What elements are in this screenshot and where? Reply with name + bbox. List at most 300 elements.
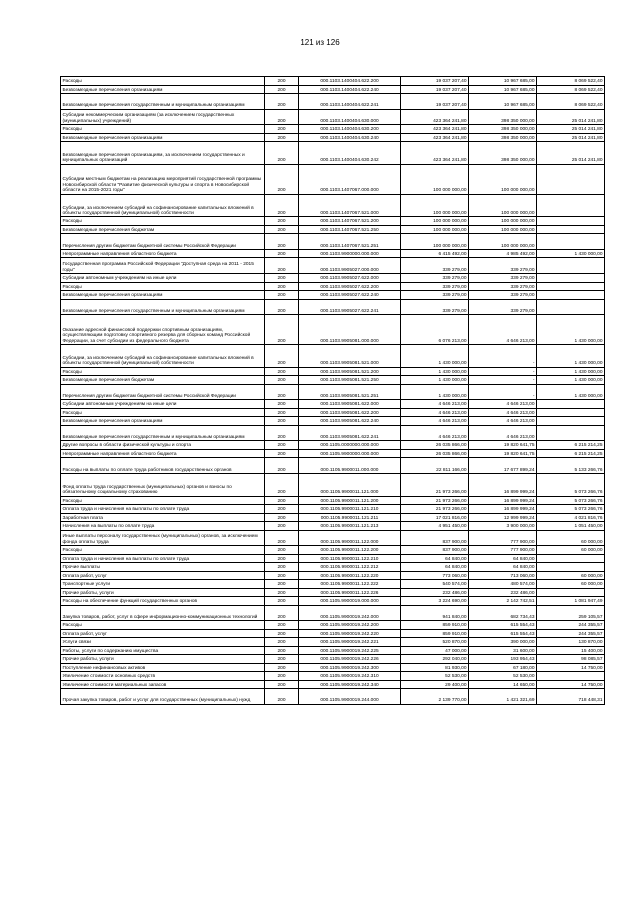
- row-assigned-cell: 21 973 266,00: [401, 505, 469, 514]
- row-code-cell: 200: [265, 449, 299, 458]
- row-code-cell: 200: [265, 217, 299, 226]
- row-code-cell: 200: [265, 94, 299, 110]
- row-executed-cell: 4 646 213,00: [469, 425, 537, 441]
- row-code-cell: 200: [265, 225, 299, 234]
- row-kbk-cell: 000.1103.1400404.630.240: [299, 133, 401, 142]
- row-remaining-cell: 14 750,00: [537, 680, 605, 689]
- row-name-cell: Оплата труда и начисления на выплаты по оплате труда: [61, 505, 265, 514]
- row-assigned-cell: 17 021 816,00: [401, 513, 469, 522]
- row-assigned-cell: 29 400,00: [401, 680, 469, 689]
- table-row: [61, 449, 605, 458]
- row-executed-cell: 232 486,00: [469, 588, 537, 597]
- table-row: [61, 299, 605, 315]
- row-name-cell: Оплата труда и начисления на выплаты по оплате труда: [61, 554, 265, 563]
- table-row: [61, 376, 605, 385]
- row-remaining-cell: 8 069 522,40: [537, 85, 605, 94]
- row-remaining-cell: 1 081 947,49: [537, 597, 605, 606]
- row-assigned-cell: 540 574,00: [401, 580, 469, 589]
- row-code-cell: 200: [265, 530, 299, 546]
- row-assigned-cell: 64 840,00: [401, 563, 469, 572]
- row-remaining-cell: [537, 408, 605, 417]
- table-row: [61, 142, 605, 165]
- row-executed-cell: 10 967 685,00: [469, 77, 537, 86]
- row-assigned-cell: 100 000 000,00: [401, 234, 469, 250]
- row-kbk-cell: 000.1105.9900011.121.213: [299, 522, 401, 531]
- row-name-cell: Расходы: [61, 408, 265, 417]
- row-remaining-cell: 25 014 241,80: [537, 133, 605, 142]
- row-remaining-cell: 60 000,00: [537, 571, 605, 580]
- table-row: [61, 680, 605, 689]
- row-remaining-cell: 244 355,57: [537, 629, 605, 638]
- row-assigned-cell: 52 530,00: [401, 672, 469, 681]
- row-executed-cell: 16 899 999,24: [469, 473, 537, 496]
- row-kbk-cell: 000.1105.9900019.242.225: [299, 646, 401, 655]
- row-remaining-cell: [537, 274, 605, 283]
- row-assigned-cell: 1 430 000,00: [401, 344, 469, 367]
- row-kbk-cell: 000.1105.9900011.121.210: [299, 505, 401, 514]
- row-assigned-cell: 100 000 000,00: [401, 217, 469, 226]
- row-kbk-cell: 000.1103.1400404.622.240: [299, 85, 401, 94]
- row-name-cell: Непрограммные направления областного бюджета: [61, 449, 265, 458]
- table-row: [61, 225, 605, 234]
- row-kbk-cell: 000.1103.1400404.630.200: [299, 125, 401, 134]
- row-remaining-cell: [537, 425, 605, 441]
- row-code-cell: 200: [265, 234, 299, 250]
- row-kbk-cell: 000.1103.9905081.622.200: [299, 408, 401, 417]
- row-remaining-cell: [537, 164, 605, 194]
- row-code-cell: 200: [265, 274, 299, 283]
- table-row: [61, 580, 605, 589]
- row-remaining-cell: [537, 672, 605, 681]
- row-kbk-cell: 000.1103.1407067.000.000: [299, 164, 401, 194]
- row-name-cell: Прочие работы, услуги: [61, 655, 265, 664]
- row-remaining-cell: 8 069 522,40: [537, 77, 605, 86]
- row-name-cell: Увеличение стоимости материальных запасов: [61, 680, 265, 689]
- row-remaining-cell: 8 069 522,40: [537, 94, 605, 110]
- row-kbk-cell: 000.1103.9905027.622.241: [299, 299, 401, 315]
- row-remaining-cell: [537, 217, 605, 226]
- row-executed-cell: 339 279,00: [469, 299, 537, 315]
- row-remaining-cell: [537, 194, 605, 217]
- row-name-cell: Безвозмездные перечисления государственным и муниципальным организациям: [61, 299, 265, 315]
- row-code-cell: 200: [265, 441, 299, 450]
- table-row: [61, 441, 605, 450]
- table-row: [61, 554, 605, 563]
- row-executed-cell: -: [469, 384, 537, 400]
- row-kbk-cell: 000.1105.9900019.242.200: [299, 621, 401, 630]
- table-row: [61, 546, 605, 555]
- table-row: [61, 605, 605, 621]
- row-assigned-cell: 3 224 690,00: [401, 597, 469, 606]
- row-assigned-cell: 423 364 241,80: [401, 133, 469, 142]
- row-name-cell: Безвозмездные перечисления организациям, за исключением государственных и муниципальных организаций: [61, 142, 265, 165]
- row-name-cell: Безвозмездные перечисления организациям: [61, 85, 265, 94]
- row-remaining-cell: 60 000,00: [537, 546, 605, 555]
- table-row: [61, 629, 605, 638]
- row-name-cell: Начисления на выплаты по оплате труда: [61, 522, 265, 531]
- row-remaining-cell: [537, 299, 605, 315]
- row-assigned-cell: 773 060,00: [401, 571, 469, 580]
- row-name-cell: Расходы: [61, 217, 265, 226]
- row-executed-cell: 14 650,00: [469, 680, 537, 689]
- row-kbk-cell: 000.1105.9900019.242.340: [299, 680, 401, 689]
- table-body: [61, 77, 605, 705]
- row-remaining-cell: 1 430 000,00: [537, 249, 605, 258]
- row-kbk-cell: 000.1103.9905081.622.241: [299, 425, 401, 441]
- row-code-cell: 200: [265, 376, 299, 385]
- row-name-cell: Субсидии местным бюджетам на реализацию мероприятий государственной программы Новосибирской области "Развитие физической культуры и спорта в Новосибирской области на 2015-2021 годы": [61, 164, 265, 194]
- row-kbk-cell: 000.1105.9900011.121.211: [299, 513, 401, 522]
- row-assigned-cell: 26 035 866,00: [401, 441, 469, 450]
- row-kbk-cell: 000.1103.1400404.622.200: [299, 77, 401, 86]
- table-row: [61, 367, 605, 376]
- table-row: [61, 408, 605, 417]
- row-remaining-cell: 1 430 000,00: [537, 344, 605, 367]
- row-assigned-cell: 6 415 492,00: [401, 249, 469, 258]
- row-name-cell: Прочие выплаты: [61, 563, 265, 572]
- row-code-cell: 200: [265, 408, 299, 417]
- row-code-cell: 200: [265, 554, 299, 563]
- table-row: [61, 164, 605, 194]
- table-row: [61, 291, 605, 300]
- row-assigned-cell: 520 870,00: [401, 638, 469, 647]
- row-kbk-cell: 000.1105.9900011.122.222: [299, 580, 401, 589]
- row-kbk-cell: 000.1103.9900000.000.000: [299, 249, 401, 258]
- row-code-cell: 200: [265, 315, 299, 345]
- row-executed-cell: 31 600,00: [469, 646, 537, 655]
- row-assigned-cell: 2 139 770,00: [401, 689, 469, 705]
- table-row: [61, 655, 605, 664]
- row-executed-cell: 339 279,00: [469, 291, 537, 300]
- row-remaining-cell: 718 448,31: [537, 689, 605, 705]
- row-remaining-cell: [537, 554, 605, 563]
- row-code-cell: 200: [265, 496, 299, 505]
- row-name-cell: Расходы: [61, 621, 265, 630]
- row-executed-cell: 3 900 000,00: [469, 522, 537, 531]
- table-row: [61, 473, 605, 496]
- row-code-cell: 200: [265, 194, 299, 217]
- row-assigned-cell: 19 037 207,40: [401, 77, 469, 86]
- row-remaining-cell: 4 021 816,76: [537, 513, 605, 522]
- row-assigned-cell: 100 000 000,00: [401, 225, 469, 234]
- row-code-cell: 200: [265, 291, 299, 300]
- row-code-cell: 200: [265, 638, 299, 647]
- row-remaining-cell: [537, 282, 605, 291]
- row-remaining-cell: 5 073 266,76: [537, 505, 605, 514]
- row-executed-cell: 615 554,43: [469, 629, 537, 638]
- table-row: [61, 417, 605, 426]
- row-remaining-cell: 25 014 241,80: [537, 109, 605, 125]
- row-name-cell: Поступление нефинансовых активов: [61, 663, 265, 672]
- row-assigned-cell: 423 364 241,80: [401, 125, 469, 134]
- row-kbk-cell: 000.1105.9900011.000.000: [299, 458, 401, 474]
- row-name-cell: Субсидии некоммерческим организациям (за исключением государственных (муниципальных) учреждений): [61, 109, 265, 125]
- table-row: [61, 563, 605, 572]
- row-kbk-cell: 000.1103.1400404.622.241: [299, 94, 401, 110]
- row-executed-cell: 10 967 685,00: [469, 85, 537, 94]
- row-assigned-cell: 292 040,00: [401, 655, 469, 664]
- row-kbk-cell: 000.1105.9900011.122.212: [299, 563, 401, 572]
- row-name-cell: Оказание адресной финансовой поддержки спортивным организациям, осуществляющим подготовку спортивного резерва для сборных команд Российской Федерации, за счет субсидии из федерального бюджета: [61, 315, 265, 345]
- row-assigned-cell: 339 279,00: [401, 291, 469, 300]
- row-name-cell: Расходы: [61, 125, 265, 134]
- table-row: [61, 282, 605, 291]
- row-name-cell: Другие вопросы в области физической культуры и спорта: [61, 441, 265, 450]
- row-remaining-cell: 60 000,00: [537, 580, 605, 589]
- row-executed-cell: 100 000 000,00: [469, 234, 537, 250]
- table-row: [61, 94, 605, 110]
- table-row: [61, 384, 605, 400]
- row-kbk-cell: 000.1105.9900011.122.226: [299, 588, 401, 597]
- table-row: [61, 258, 605, 274]
- row-remaining-cell: 25 014 241,80: [537, 125, 605, 134]
- row-code-cell: 200: [265, 621, 299, 630]
- row-executed-cell: 16 899 999,24: [469, 496, 537, 505]
- row-kbk-cell: 000.1105.9900019.242.000: [299, 605, 401, 621]
- row-assigned-cell: 339 279,00: [401, 282, 469, 291]
- row-assigned-cell: 22 811 166,00: [401, 458, 469, 474]
- row-name-cell: Прочие работы, услуги: [61, 588, 265, 597]
- row-assigned-cell: 4 646 213,00: [401, 408, 469, 417]
- row-executed-cell: 52 530,00: [469, 672, 537, 681]
- row-kbk-cell: 000.1105.9900000.000.000: [299, 449, 401, 458]
- table-row: [61, 672, 605, 681]
- row-remaining-cell: 14 750,00: [537, 663, 605, 672]
- row-remaining-cell: 5 133 266,76: [537, 458, 605, 474]
- table-row: [61, 663, 605, 672]
- row-code-cell: 200: [265, 417, 299, 426]
- row-assigned-cell: 1 430 000,00: [401, 384, 469, 400]
- row-code-cell: 200: [265, 125, 299, 134]
- row-kbk-cell: 000.1103.9905081.521.250: [299, 376, 401, 385]
- table-row: [61, 217, 605, 226]
- row-executed-cell: 398 350 000,00: [469, 142, 537, 165]
- row-kbk-cell: 000.1103.9905027.000.000: [299, 258, 401, 274]
- row-executed-cell: 100 000 000,00: [469, 225, 537, 234]
- row-code-cell: 200: [265, 109, 299, 125]
- row-remaining-cell: 25 014 241,80: [537, 142, 605, 165]
- row-name-cell: Безвозмездные перечисления государственным и муниципальным организациям: [61, 94, 265, 110]
- row-executed-cell: 12 999 999,24: [469, 513, 537, 522]
- row-executed-cell: 339 279,00: [469, 274, 537, 283]
- row-code-cell: 200: [265, 425, 299, 441]
- row-assigned-cell: 100 000 000,00: [401, 194, 469, 217]
- row-remaining-cell: 1 430 000,00: [537, 384, 605, 400]
- table-row: [61, 638, 605, 647]
- row-kbk-cell: 000.1105.9900019.242.300: [299, 663, 401, 672]
- row-kbk-cell: 000.1103.9905027.622.000: [299, 274, 401, 283]
- row-name-cell: Расходы на выплаты по оплате труда работников государственных органов: [61, 458, 265, 474]
- row-name-cell: Расходы: [61, 496, 265, 505]
- row-kbk-cell: 000.1105.9900019.242.310: [299, 672, 401, 681]
- table-row: [61, 496, 605, 505]
- row-assigned-cell: 19 037 207,40: [401, 94, 469, 110]
- row-assigned-cell: 837 900,00: [401, 546, 469, 555]
- row-assigned-cell: 859 910,00: [401, 621, 469, 630]
- row-remaining-cell: [537, 400, 605, 409]
- table-row: [61, 125, 605, 134]
- table-row: [61, 522, 605, 531]
- page-number-header: 121 из 126: [300, 38, 340, 47]
- row-executed-cell: -: [469, 376, 537, 385]
- row-name-cell: Закупка товаров, работ, услуг в сфере информационно-коммуникационных технологий: [61, 605, 265, 621]
- table-row: [61, 513, 605, 522]
- row-remaining-cell: 5 073 266,76: [537, 473, 605, 496]
- row-name-cell: Субсидии, за исключением субсидий на софинансирование капитальных вложений в объекты государственной (муниципальной) собственности: [61, 194, 265, 217]
- row-remaining-cell: 1 430 000,00: [537, 376, 605, 385]
- row-name-cell: Услуги связи: [61, 638, 265, 647]
- row-kbk-cell: 000.1103.1407067.521.200: [299, 217, 401, 226]
- table-row: [61, 400, 605, 409]
- row-remaining-cell: 130 870,00: [537, 638, 605, 647]
- row-code-cell: 200: [265, 258, 299, 274]
- row-remaining-cell: 98 085,57: [537, 655, 605, 664]
- row-remaining-cell: [537, 225, 605, 234]
- row-executed-cell: 1 421 321,69: [469, 689, 537, 705]
- row-remaining-cell: [537, 258, 605, 274]
- row-code-cell: 200: [265, 505, 299, 514]
- row-remaining-cell: [537, 588, 605, 597]
- row-remaining-cell: 15 400,00: [537, 646, 605, 655]
- row-name-cell: Оплата работ, услуг: [61, 571, 265, 580]
- row-executed-cell: 64 840,00: [469, 563, 537, 572]
- row-assigned-cell: 6 076 213,00: [401, 315, 469, 345]
- row-name-cell: Фонд оплаты труда государственных (муниципальных) органов и взносы по обязательному социальному страхованию: [61, 473, 265, 496]
- row-kbk-cell: 000.1105.9900019.242.226: [299, 655, 401, 664]
- row-executed-cell: 4 646 213,00: [469, 417, 537, 426]
- row-kbk-cell: 000.1103.9905081.622.240: [299, 417, 401, 426]
- table-row: [61, 344, 605, 367]
- row-executed-cell: 100 000 000,00: [469, 217, 537, 226]
- row-executed-cell: 339 279,00: [469, 258, 537, 274]
- row-name-cell: Безвозмездные перечисления организациям: [61, 133, 265, 142]
- row-code-cell: 200: [265, 142, 299, 165]
- row-code-cell: 200: [265, 384, 299, 400]
- row-assigned-cell: 339 279,00: [401, 258, 469, 274]
- row-code-cell: 200: [265, 367, 299, 376]
- row-executed-cell: 100 000 000,00: [469, 164, 537, 194]
- row-assigned-cell: 859 910,00: [401, 629, 469, 638]
- row-kbk-cell: 000.1105.9900019.000.000: [299, 597, 401, 606]
- row-code-cell: 200: [265, 400, 299, 409]
- row-executed-cell: 777 900,00: [469, 546, 537, 555]
- row-code-cell: 200: [265, 580, 299, 589]
- row-kbk-cell: 000.1103.9905027.622.200: [299, 282, 401, 291]
- row-assigned-cell: 1 430 000,00: [401, 367, 469, 376]
- row-remaining-cell: 6 215 214,25: [537, 449, 605, 458]
- row-kbk-cell: 000.1103.9905081.521.000: [299, 344, 401, 367]
- table-row: [61, 530, 605, 546]
- row-code-cell: 200: [265, 77, 299, 86]
- row-code-cell: 200: [265, 663, 299, 672]
- table-row: [61, 194, 605, 217]
- row-assigned-cell: 21 973 266,00: [401, 473, 469, 496]
- row-remaining-cell: 5 073 266,76: [537, 496, 605, 505]
- row-remaining-cell: 6 215 214,25: [537, 441, 605, 450]
- table-row: [61, 109, 605, 125]
- table-row: [61, 458, 605, 474]
- row-executed-cell: 100 000 000,00: [469, 194, 537, 217]
- row-executed-cell: 19 820 641,75: [469, 449, 537, 458]
- row-executed-cell: 2 142 742,51: [469, 597, 537, 606]
- row-name-cell: Расходы: [61, 367, 265, 376]
- row-name-cell: Безвозмездные перечисления бюджетам: [61, 225, 265, 234]
- row-code-cell: 200: [265, 513, 299, 522]
- row-remaining-cell: [537, 291, 605, 300]
- row-code-cell: 200: [265, 655, 299, 664]
- row-name-cell: Безвозмездные перечисления государственным и муниципальным организациям: [61, 425, 265, 441]
- row-assigned-cell: 423 364 241,80: [401, 109, 469, 125]
- row-assigned-cell: 837 900,00: [401, 530, 469, 546]
- row-executed-cell: 4 646 213,00: [469, 400, 537, 409]
- row-kbk-cell: 000.1105.9900019.242.220: [299, 629, 401, 638]
- row-name-cell: Работы, услуги по содержанию имущества: [61, 646, 265, 655]
- table-row: [61, 689, 605, 705]
- row-remaining-cell: [537, 234, 605, 250]
- row-code-cell: 200: [265, 282, 299, 291]
- row-code-cell: 200: [265, 344, 299, 367]
- budget-execution-table: [60, 76, 605, 705]
- row-executed-cell: 19 820 641,75: [469, 441, 537, 450]
- row-assigned-cell: 4 646 213,00: [401, 425, 469, 441]
- row-assigned-cell: 4 646 213,00: [401, 400, 469, 409]
- row-remaining-cell: [537, 563, 605, 572]
- row-code-cell: 200: [265, 522, 299, 531]
- row-name-cell: Транспортные услуги: [61, 580, 265, 589]
- table-row: [61, 621, 605, 630]
- row-executed-cell: 67 180,00: [469, 663, 537, 672]
- row-executed-cell: 339 279,00: [469, 282, 537, 291]
- row-code-cell: 200: [265, 473, 299, 496]
- row-executed-cell: 398 350 000,00: [469, 109, 537, 125]
- row-kbk-cell: 000.1103.9905027.622.240: [299, 291, 401, 300]
- row-name-cell: Непрограммные направления областного бюджета: [61, 249, 265, 258]
- table-row: [61, 85, 605, 94]
- row-kbk-cell: 000.1105.9900011.121.200: [299, 496, 401, 505]
- row-executed-cell: 398 350 000,00: [469, 133, 537, 142]
- row-code-cell: 200: [265, 646, 299, 655]
- row-remaining-cell: 60 000,00: [537, 530, 605, 546]
- table-row: [61, 249, 605, 258]
- row-name-cell: Увеличение стоимости основных средств: [61, 672, 265, 681]
- row-kbk-cell: 000.1105.9900019.242.221: [299, 638, 401, 647]
- row-kbk-cell: 000.1103.9905081.521.251: [299, 384, 401, 400]
- table-row: [61, 425, 605, 441]
- row-code-cell: 200: [265, 546, 299, 555]
- row-name-cell: Субсидии автономным учреждениям на иные цели: [61, 274, 265, 283]
- row-kbk-cell: 000.1105.9900011.121.000: [299, 473, 401, 496]
- row-code-cell: 200: [265, 605, 299, 621]
- row-executed-cell: 4 985 492,00: [469, 249, 537, 258]
- row-kbk-cell: 000.1103.1407067.521.251: [299, 234, 401, 250]
- table-row: [61, 505, 605, 514]
- row-name-cell: Безвозмездные перечисления организациям: [61, 417, 265, 426]
- row-remaining-cell: 1 051 450,00: [537, 522, 605, 531]
- row-code-cell: 200: [265, 299, 299, 315]
- row-kbk-cell: 000.1103.1400404.630.242: [299, 142, 401, 165]
- row-name-cell: Расходы: [61, 282, 265, 291]
- row-name-cell: Перечисления другим бюджетам бюджетной системы Российской Федерации: [61, 384, 265, 400]
- row-executed-cell: 713 060,00: [469, 571, 537, 580]
- table-row: [61, 274, 605, 283]
- table-row: [61, 234, 605, 250]
- row-kbk-cell: 000.1105.9900011.122.220: [299, 571, 401, 580]
- row-code-cell: 200: [265, 133, 299, 142]
- row-assigned-cell: 423 364 241,80: [401, 142, 469, 165]
- row-kbk-cell: 000.1103.1400404.630.000: [299, 109, 401, 125]
- row-assigned-cell: 64 840,00: [401, 554, 469, 563]
- row-assigned-cell: 4 951 450,00: [401, 522, 469, 531]
